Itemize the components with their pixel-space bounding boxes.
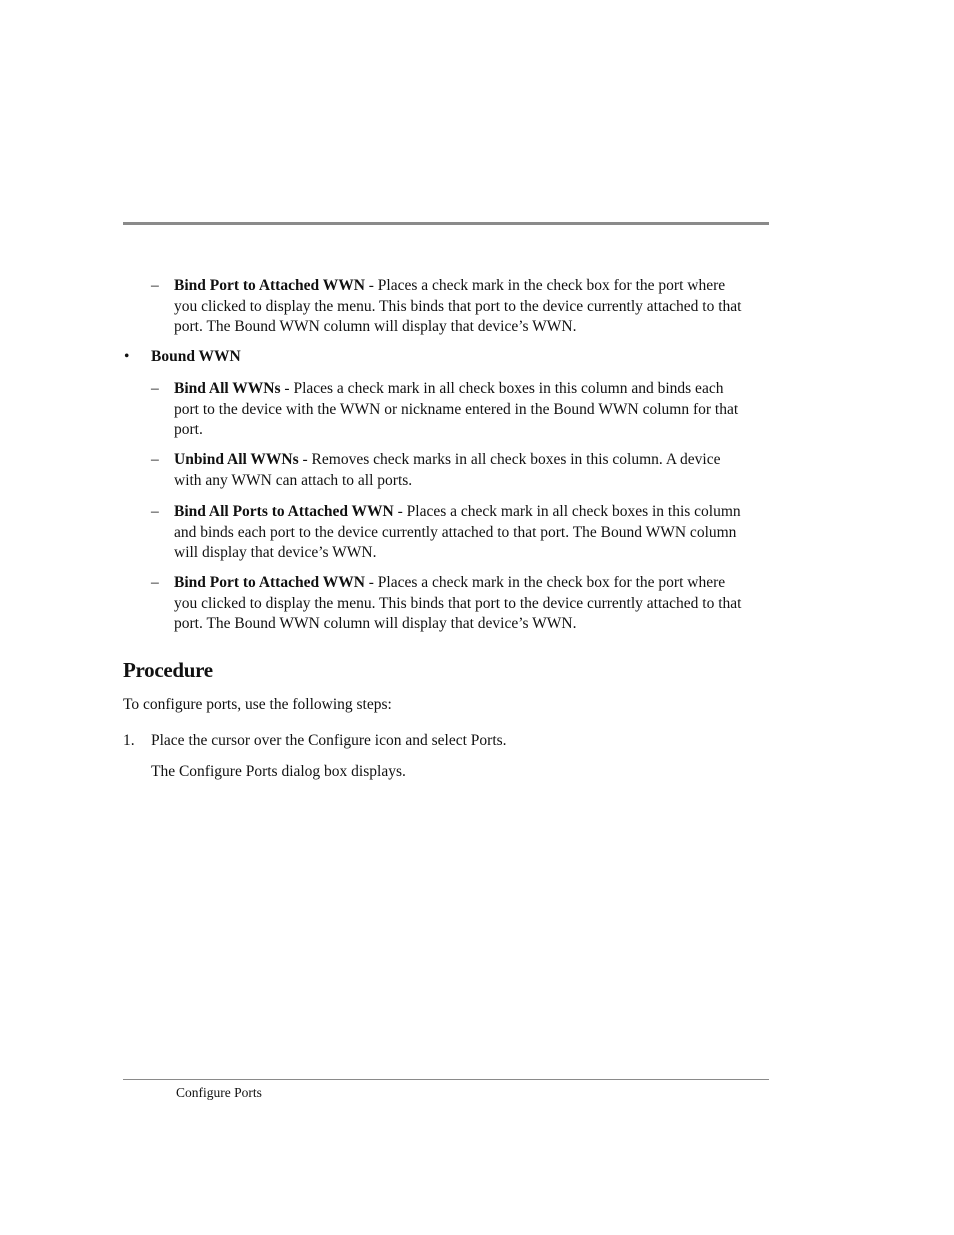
item-term: Unbind All WWNs	[174, 451, 299, 468]
list-item-bind-port-to-attached-wwn	[151, 276, 744, 338]
step-number: 1.	[123, 732, 135, 749]
bullet-heading: Bound WWN	[151, 348, 241, 365]
dash-marker: –	[151, 277, 159, 294]
item-description: - Places a check mark in all check boxes in this column and binds each port to the device currently attached to that port. The Bound WWN column will display that device’s WWN.	[174, 503, 741, 561]
step-text: Place the cursor over the Configure icon and select Ports.	[151, 732, 507, 749]
item-description: - Places a check mark in all check boxes in this column and binds each port to the device with the WWN or nickname entered in the Bound WWN column for that port.	[174, 380, 739, 438]
item-term: Bind Port to Attached WWN	[174, 277, 365, 294]
procedure-heading: Procedure	[123, 658, 213, 682]
list-item-bind-all-wwns	[151, 379, 744, 441]
item-description: - Places a check mark in the check box for the port where you clicked to display the menu. This binds that port to the device currently attached to that port. The Bound WWN column will display that device’s WWN.	[174, 574, 742, 632]
list-item-bind-all-ports-to-attached-wwn	[151, 502, 744, 564]
dash-marker: –	[151, 574, 159, 591]
procedure-intro: To configure ports, use the following steps:	[123, 696, 392, 713]
item-term: Bind All Ports to Attached WWN	[174, 503, 394, 520]
bullet-item-bound-wwn	[124, 347, 751, 368]
procedure-step-1	[123, 731, 507, 752]
bullet-marker: •	[124, 348, 130, 365]
list-item-bind-port-to-attached-wwn-2	[151, 573, 744, 635]
footer-rule	[123, 1079, 769, 1080]
dash-marker: –	[151, 451, 159, 468]
item-term: Bind All WWNs	[174, 380, 281, 397]
dash-marker: –	[151, 503, 159, 520]
item-description: - Removes check marks in all check boxes in this column. A device with any WWN can attach to all ports.	[174, 451, 721, 489]
footer-section-title: Configure Ports	[176, 1085, 262, 1100]
item-term: Bind Port to Attached WWN	[174, 574, 365, 591]
step-result: The Configure Ports dialog box displays.	[151, 763, 406, 780]
dash-marker: –	[151, 380, 159, 397]
list-item-unbind-all-wwns	[151, 450, 744, 491]
item-description: - Places a check mark in the check box for the port where you clicked to display the menu. This binds that port to the device currently attached to that port. The Bound WWN column will display that device’s WWN.	[174, 277, 742, 335]
header-rule	[123, 222, 769, 225]
